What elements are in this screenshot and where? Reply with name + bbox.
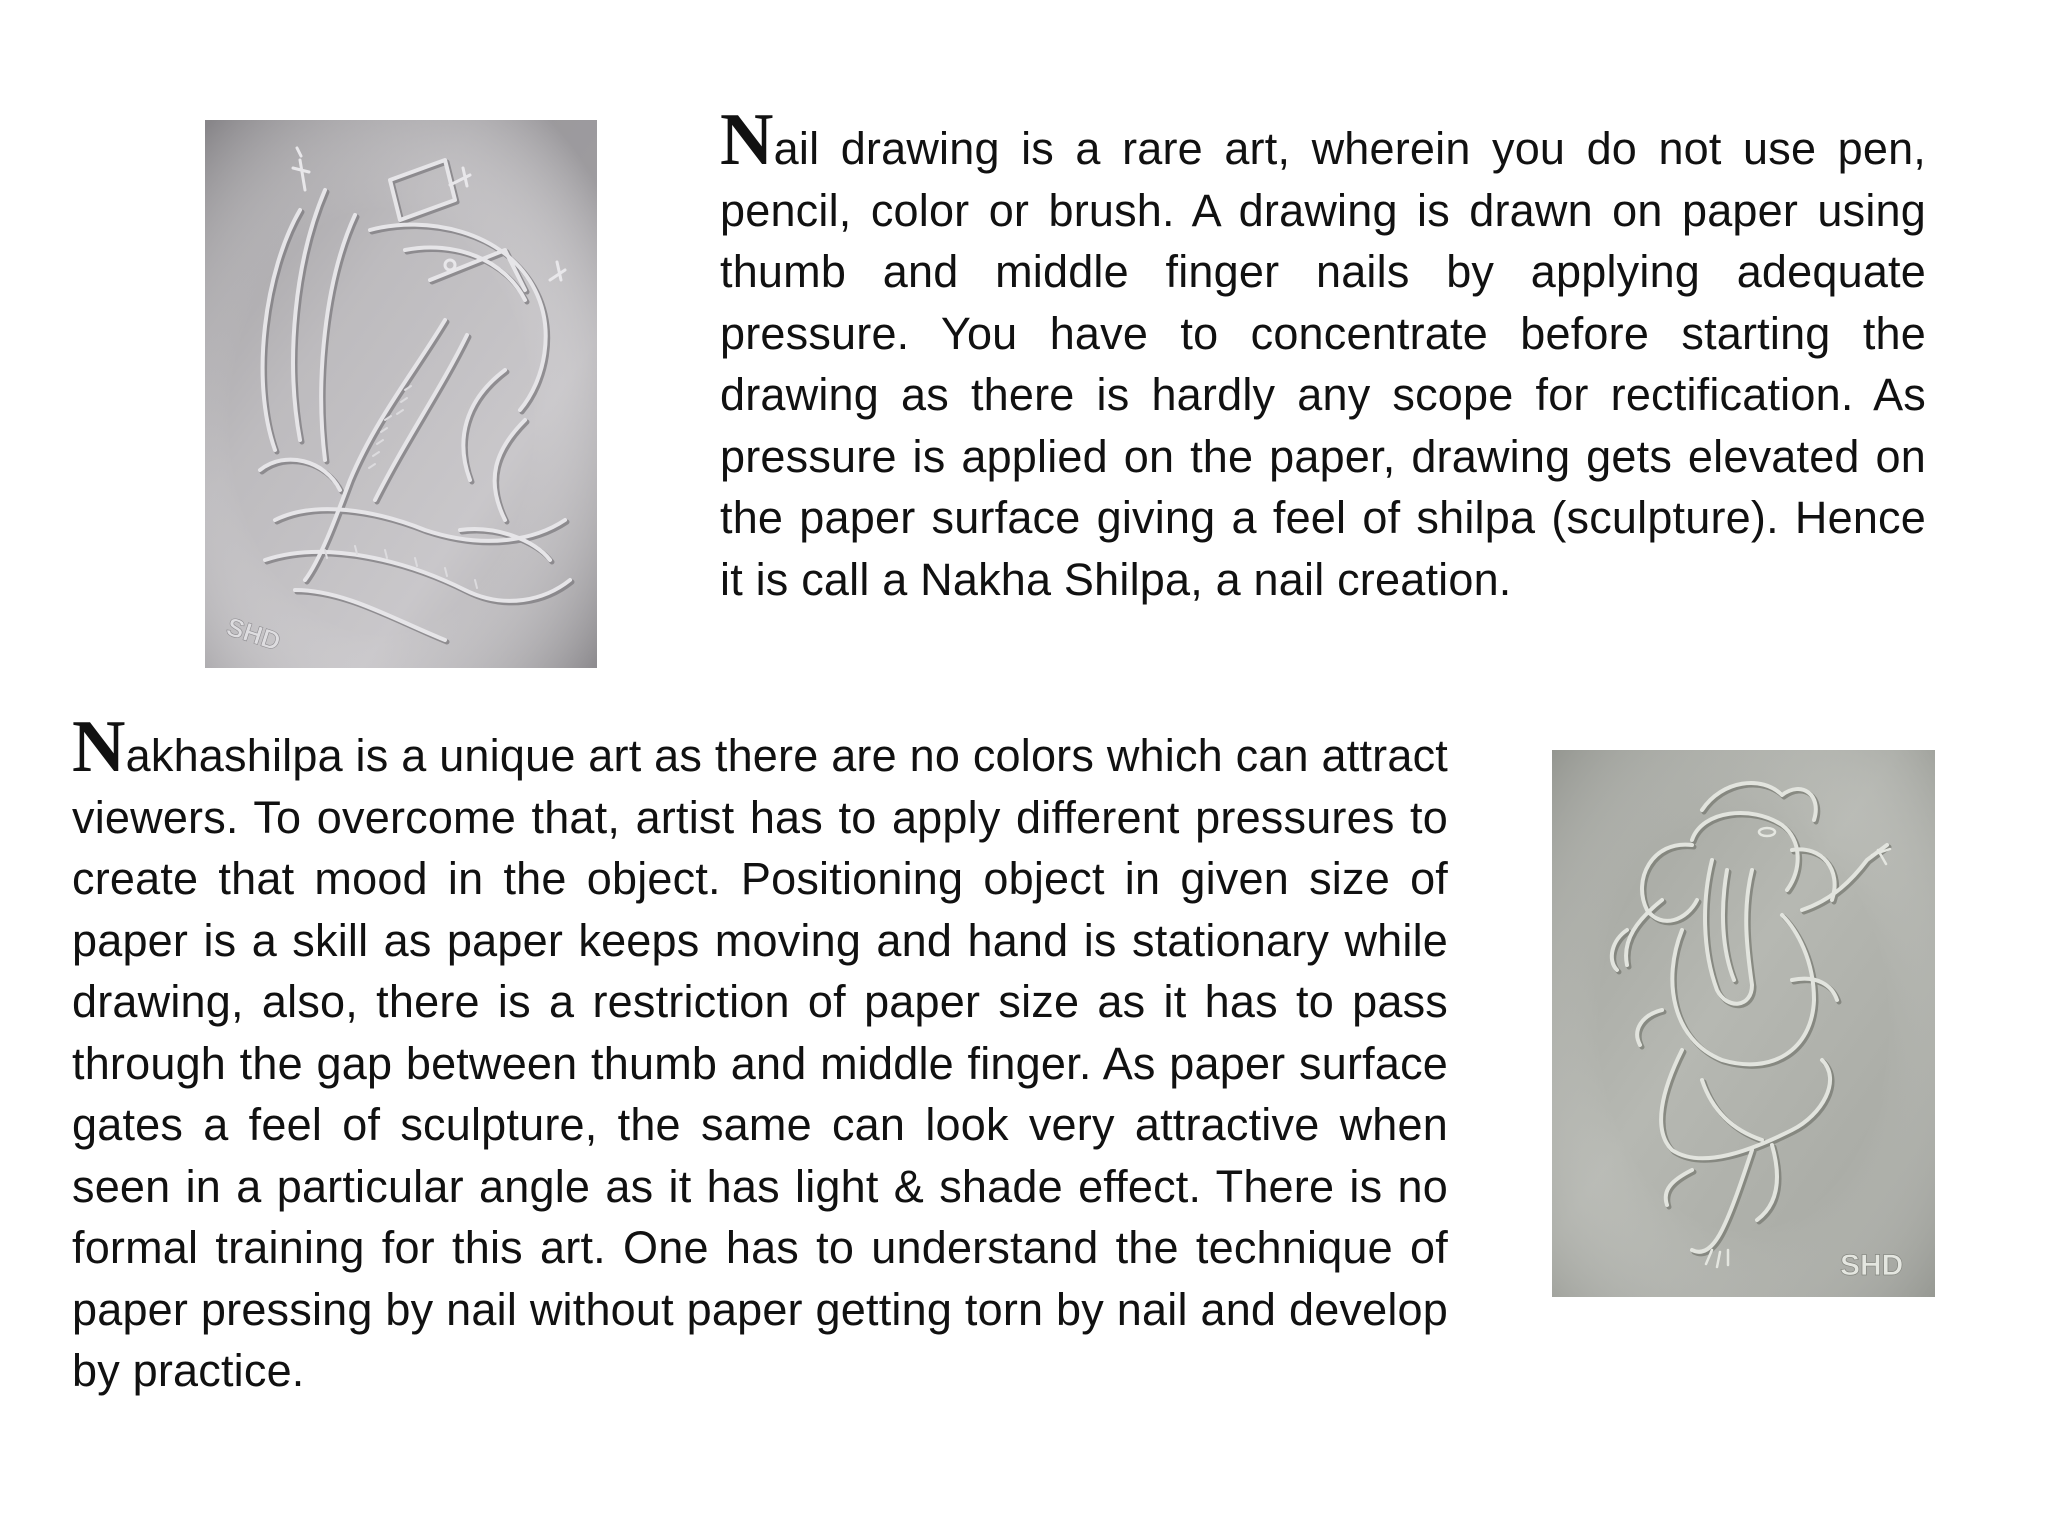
intro-paragraph [720,99,1926,610]
artist-signature: SHD [1840,1249,1904,1282]
nail-art-photo-abstract-ganesha [205,120,597,668]
technique-paragraph [72,706,1448,1402]
artist-signature: SHD [222,611,285,657]
drop-cap-initial: N [720,99,774,181]
drop-cap-initial: N [72,706,126,788]
embossed-drawing-image [205,120,597,668]
embossed-drawing-image [1552,750,1935,1297]
nail-art-photo-dancing-ganesha [1552,750,1935,1297]
technique-paragraph-text: akhashilpa is a unique art as there are no colors which can attract viewers. To overcome that, artist has to apply different pressures to create that mood in the object. Positioning object in given size of paper is a skill as paper keeps moving and hand is stationary while drawing, also, there is a restriction of paper size as it has to pass through the gap between thumb and middle finger. As paper surface gates a feel of sculpture, the same can look very attractive when seen in a particular angle as it has light & shade effect. There is no formal training for this art. One has to understand the technique of paper pressing by nail without paper getting torn by nail and develop by practice. [72,730,1448,1396]
intro-paragraph-text: ail drawing is a rare art, wherein you do not use pen, pencil, color or brush. A drawing is drawn on paper using thumb and middle finger nails by applying adequate pressure. You have to concentrate before starting the drawing as there is hardly any scope for rectification. As pressure is applied on the paper, drawing gets elevated on the paper surface giving a feel of shilpa (sculpture). Hence it is call a Nakha Shilpa, a nail creation. [720,123,1926,605]
